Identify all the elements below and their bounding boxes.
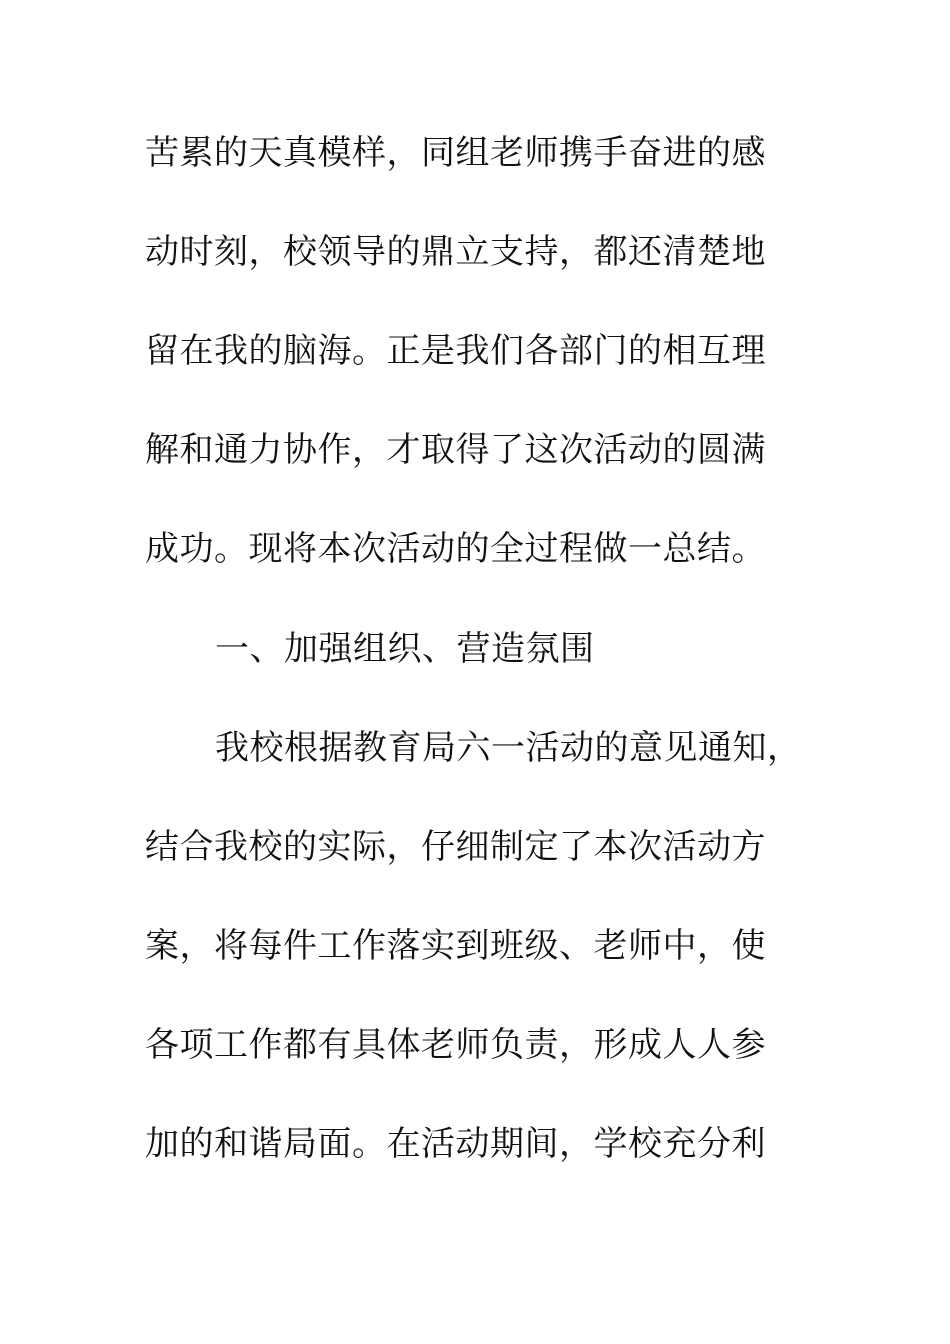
paragraph-line: 各项工作都有具体老师负责，形成人人参 (145, 1025, 766, 1065)
paragraph-line: 成功。现将本次活动的全过程做一总结。 (145, 529, 766, 569)
paragraph-line: 结合我校的实际，仔细制定了本次活动方 (145, 827, 766, 867)
paragraph-line: 解和通力协作，才取得了这次活动的圆满 (145, 430, 766, 470)
paragraph-line: 我校根据教育局六一活动的意见通知， (215, 728, 802, 768)
paragraph-line: 苦累的天真模样，同组老师携手奋进的感 (145, 133, 766, 173)
paragraph-line: 动时刻，校领导的鼎立支持，都还清楚地 (145, 232, 766, 272)
paragraph-line: 留在我的脑海。正是我们各部门的相互理 (145, 331, 766, 371)
section-heading: 一、加强组织、营造氛围 (215, 629, 595, 669)
paragraph-line: 案，将每件工作落实到班级、老师中，使 (145, 926, 766, 966)
paragraph-line: 加的和谐局面。在活动期间，学校充分利 (145, 1124, 766, 1164)
